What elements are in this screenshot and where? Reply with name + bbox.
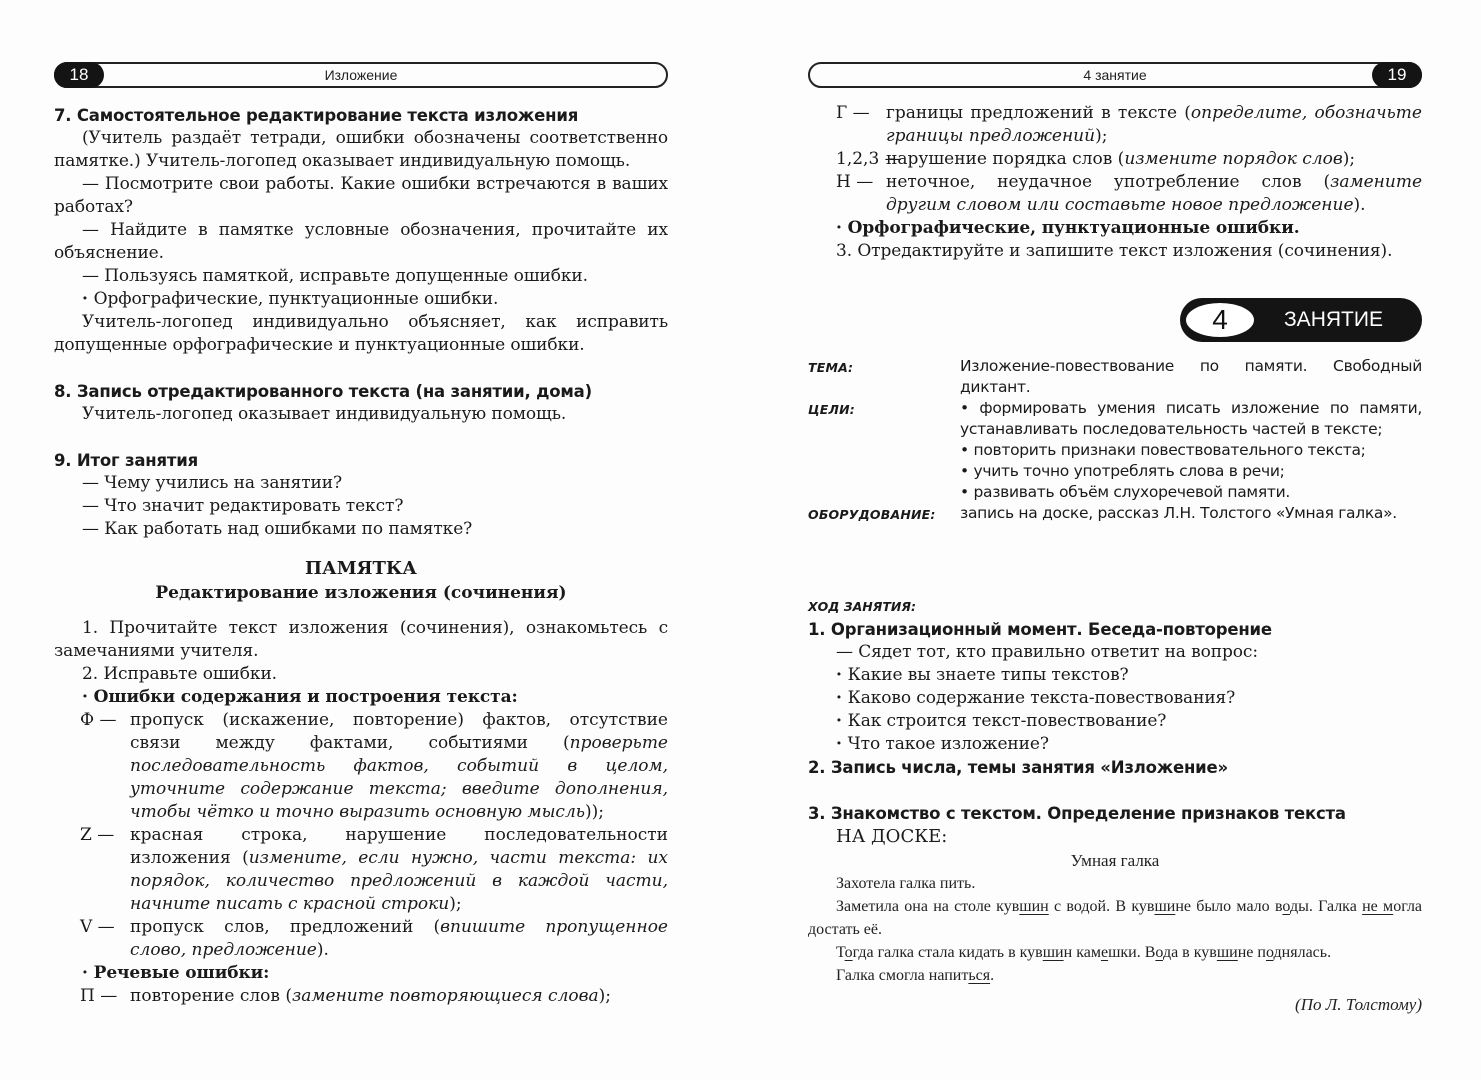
story-lines <box>808 872 1422 987</box>
error-code: V — <box>80 917 115 937</box>
error-text-end: ); <box>449 894 462 914</box>
meta-label: ЦЕЛИ: <box>808 402 855 417</box>
text-fragment: не было мало в <box>1175 898 1283 915</box>
lesson-number: 4 <box>1186 303 1254 337</box>
underlined-fragment: ься <box>968 967 991 984</box>
goal-item: • повторить признаки повествовательного текста; <box>960 440 1422 461</box>
section-heading-2: 2. Запись числа, темы занятия «Изложение» <box>808 758 1228 777</box>
error-code-list <box>54 985 668 1008</box>
error-code-row <box>54 985 668 1008</box>
lesson-meta <box>808 356 1422 525</box>
story-line <box>808 964 1422 987</box>
error-code-row <box>808 102 1422 148</box>
question: — Как работать над ошибками по памятке? <box>82 519 473 539</box>
meta-topic <box>808 356 1422 398</box>
error-group-heading: · Орфографические, пунктуационные ошибки. <box>808 217 1422 240</box>
meta-label: ОБОРУДОВАНИЕ: <box>808 507 936 522</box>
question: — Что значит редактировать текст? <box>82 496 404 516</box>
text-fragment: гда галка стала кидать в кув <box>852 944 1043 961</box>
memo-step: 2. Исправьте ошибки. <box>82 664 277 684</box>
paragraph: (Учитель раздаёт тетради, ошибки обозначены соответственно памятке.) Учитель-логопед оказывает индивидуальную помощь. <box>54 128 668 171</box>
correction-hint: впишите пропущенное слово, предложение <box>130 917 668 960</box>
error-text: нарушение порядка слов ( <box>886 149 1125 169</box>
error-description <box>886 102 1422 148</box>
error-group-heading: · Ошибки содержания и построения текста: <box>54 686 668 709</box>
underlined-fragment: о <box>1155 944 1163 961</box>
underlined-fragment: не м <box>1362 898 1394 915</box>
error-code-row <box>54 916 668 962</box>
error-description <box>130 916 668 962</box>
question-item: · Какие вы знаете типы текстов? <box>808 664 1422 687</box>
underlined-fragment: ши <box>1042 944 1064 961</box>
error-text: границы предложений в тексте ( <box>886 103 1191 123</box>
paragraph: — Сядет тот, кто правильно ответит на вопрос: <box>836 642 1258 662</box>
underlined-fragment: ши <box>1154 898 1176 915</box>
story-title: Умная галка <box>1070 851 1160 870</box>
memo-subtitle: Редактирование изложения (сочинения) <box>155 583 567 603</box>
memo-step: 1. Прочитайте текст изложения (сочинения), ознакомьтесь с замечаниями учителя. <box>54 618 668 661</box>
error-text-end: ); <box>1095 126 1108 146</box>
error-code: Ф — <box>80 710 117 730</box>
text-fragment: шки. В <box>1108 944 1156 961</box>
running-title: 4 занятие <box>1083 67 1147 83</box>
meta-value: запись на доске, рассказ Л.Н. Толстого «Умная галка». <box>960 504 1397 522</box>
goal-item: • развивать объём слухоречевой памяти. <box>960 482 1422 503</box>
error-text-end: ). <box>316 940 329 960</box>
error-text: красная строка, нарушение последовательности изложения ( <box>130 825 668 868</box>
error-code: Z — <box>80 825 115 845</box>
text-fragment: . <box>990 967 995 984</box>
course-label: ХОД ЗАНЯТИЯ: <box>808 599 917 614</box>
question-item: · Как строится текст-повествование? <box>808 710 1422 733</box>
underlined-fragment: о <box>1265 944 1274 961</box>
correction-hint: замените повторяющиеся слова <box>292 986 599 1006</box>
meta-goals <box>808 398 1422 503</box>
error-code: П — <box>80 986 118 1006</box>
paragraph: Учитель-логопед оказывает индивидуальную помощь. <box>82 404 567 424</box>
story-line <box>808 941 1422 964</box>
error-code: Г — <box>836 103 870 123</box>
error-text-end: ). <box>1353 195 1366 215</box>
memo-title: ПАМЯТКА <box>305 558 417 579</box>
error-text-end: )); <box>585 802 605 822</box>
lesson-badge <box>1180 298 1422 342</box>
running-header <box>54 62 668 88</box>
text-fragment: ды. Галка <box>1289 898 1363 915</box>
correction-hint: определите, обозначьте границы предложений <box>886 103 1422 146</box>
error-code-row <box>808 171 1422 217</box>
text-fragment: Т <box>836 944 845 961</box>
underlined-fragment: шин <box>1019 898 1049 915</box>
error-code-row <box>54 709 668 824</box>
section-heading-8: 8. Запись отредактированного текста (на занятии, дома) <box>54 382 592 401</box>
meta-value: Изложение-повествование по памяти. Свободный диктант. <box>960 357 1422 396</box>
question: — Найдите в памятке условные обозначения, прочитайте их объяснение. <box>54 220 668 263</box>
story-source: (По Л. Толстому) <box>1295 995 1422 1014</box>
meta-equipment <box>808 503 1422 525</box>
section-heading-7: 7. Самостоятельное редактирование текста изложения <box>54 106 579 125</box>
error-text: неточное, неудачное употребление слов ( <box>886 172 1331 192</box>
text-fragment: днялась. <box>1273 944 1332 961</box>
error-code-list <box>808 102 1422 217</box>
lesson-course <box>808 596 1422 1016</box>
lesson-word: ЗАНЯТИЕ <box>1284 308 1383 331</box>
error-description <box>130 709 668 824</box>
story-line <box>808 872 1422 895</box>
error-text: повторение слов ( <box>130 986 293 1006</box>
text-fragment: Захотела галка пить. <box>836 875 976 892</box>
error-code-row <box>54 824 668 916</box>
question: — Пользуясь памяткой, исправьте допущенные ошибки. <box>82 266 588 286</box>
error-description <box>886 148 1422 171</box>
text-fragment: огла достать её. <box>808 898 1423 938</box>
error-description <box>130 824 668 916</box>
question-item: · Каково содержание текста-повествования? <box>808 687 1422 710</box>
error-code: 1,2,3 — <box>836 149 902 169</box>
section-heading-3: 3. Знакомство с текстом. Определение признаков текста <box>808 804 1346 823</box>
text-fragment: не п <box>1237 944 1266 961</box>
error-group-heading: · Речевые ошибки: <box>54 962 668 985</box>
error-code-row <box>808 148 1422 171</box>
goal-item: • формировать умения писать изложение по памяти, устанавливать последовательность частей в тексте; <box>960 398 1422 440</box>
meta-label: ТЕМА: <box>808 360 854 375</box>
story-line <box>808 895 1422 941</box>
error-description <box>130 985 668 1008</box>
text-fragment: да в кув <box>1162 944 1217 961</box>
error-description <box>886 171 1422 217</box>
correction-hint: измените порядок слов <box>1124 149 1343 169</box>
right-page <box>808 62 1422 1062</box>
text-fragment: с водой. В кув <box>1048 898 1155 915</box>
left-page <box>54 62 668 1008</box>
paragraph: Учитель-логопед индивидуально объясняет, как исправить допущенные орфографические и пунктуационные ошибки. <box>54 312 668 355</box>
question: — Посмотрите свои работы. Какие ошибки встречаются в ваших работах? <box>54 174 668 217</box>
error-text: пропуск слов, предложений ( <box>130 917 441 937</box>
underlined-fragment: ши <box>1216 944 1238 961</box>
error-code-list <box>54 709 668 962</box>
error-code: Н — <box>836 172 874 192</box>
underlined-fragment: о <box>844 944 853 961</box>
goal-item: • учить точно употреблять слова в речи; <box>960 461 1422 482</box>
text-fragment: Заметила она на столе кув <box>836 898 1020 915</box>
underlined-fragment: о <box>1282 898 1290 915</box>
running-header <box>808 62 1422 88</box>
section-heading-1: 1. Организационный момент. Беседа-повторение <box>808 620 1272 639</box>
section-heading-9: 9. Итог занятия <box>54 451 199 470</box>
correction-hint: проверьте последовательность фактов, событий в целом, уточните содержание текста; введите дополнения, чтобы чётко и точно выразить основную мысль <box>130 733 668 822</box>
text-fragment: н кам <box>1063 944 1101 961</box>
question-item: · Что такое изложение? <box>808 733 1422 756</box>
error-text: пропуск (искажение, повторение) фактов, отсутствие связи между фактами, событиями ( <box>130 710 668 753</box>
error-text-end: ); <box>1342 149 1356 169</box>
correction-hint: измените, если нужно, части текста: их порядок, количество предложений в каждой части, начните писать с красной строки <box>130 848 668 914</box>
memo-step: 3. Отредактируйте и запишите текст изложения (сочинения). <box>836 241 1393 261</box>
running-title: Изложение <box>324 67 398 83</box>
text-fragment: Галка смогла напит <box>836 967 969 984</box>
page-number: 18 <box>54 62 104 88</box>
correction-hint: замените другим словом или составьте новое предложение <box>886 172 1422 215</box>
underlined-fragment: е <box>1100 944 1109 961</box>
bullet-item: · Орфографические, пунктуационные ошибки. <box>54 288 668 311</box>
board-label: НА ДОСКЕ: <box>836 826 948 847</box>
board-text <box>808 849 1422 1016</box>
error-text-end: ); <box>598 986 612 1006</box>
page-number: 19 <box>1372 62 1422 88</box>
question: — Чему учились на занятии? <box>82 473 343 493</box>
